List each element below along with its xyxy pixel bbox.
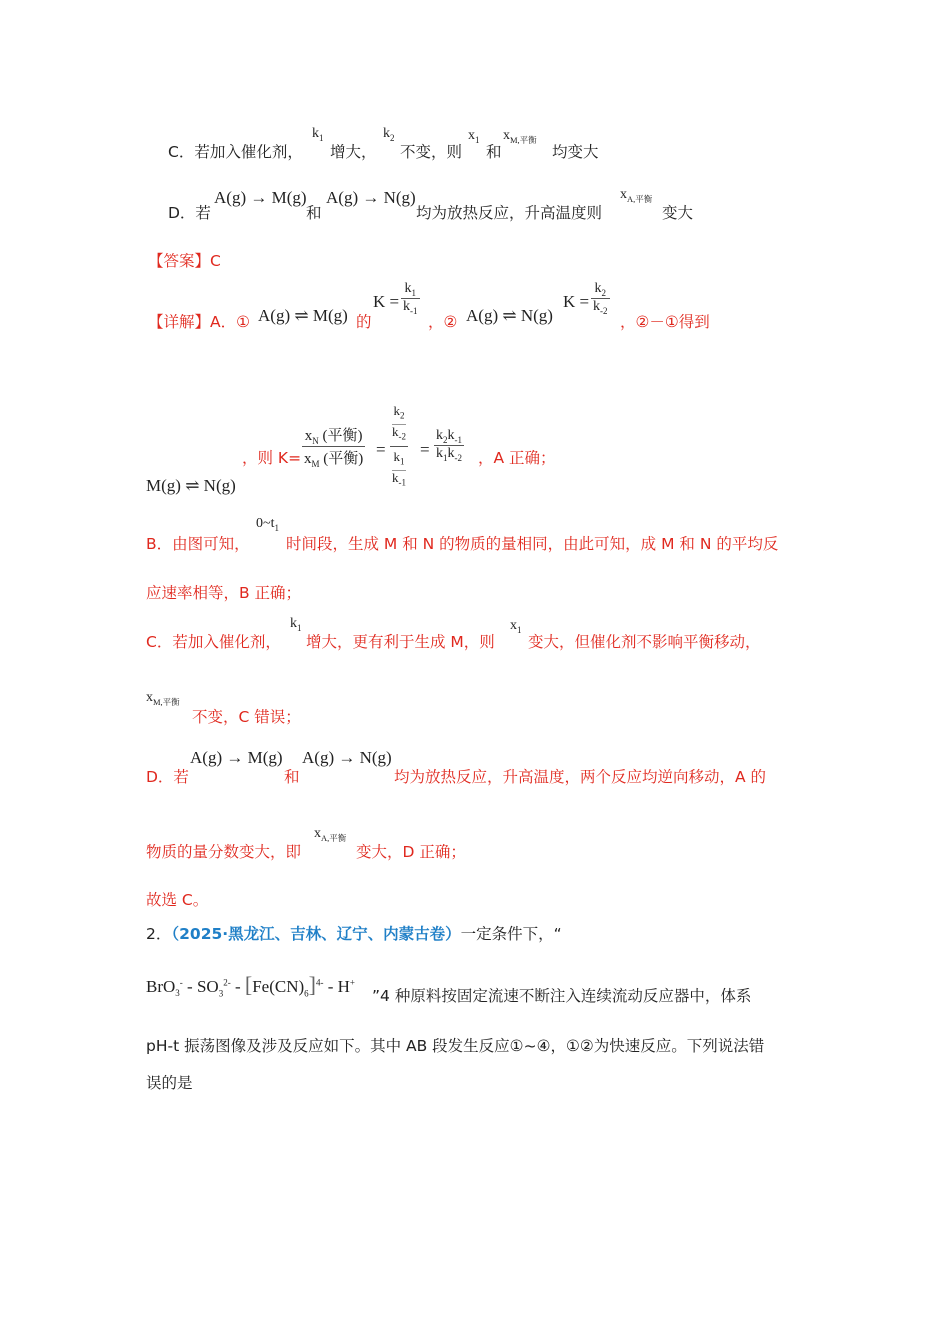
option-c-label: C．若加入催化剂， xyxy=(168,143,303,161)
option-d-text3: 变大 xyxy=(662,204,694,222)
equals-sign-2: = xyxy=(420,440,430,459)
detail-d-reaction1: A(g) → M(g) xyxy=(190,748,283,767)
detail-a-reaction-mn: M(g) ⇌ N(g) xyxy=(146,476,236,495)
detail-a-text1: 的 xyxy=(356,313,372,331)
detail-b-label: B．由图可知， xyxy=(146,535,250,553)
detail-d-text4: 变大，D 正确； xyxy=(356,843,466,861)
detail-b-time: $0\sim t_1$ xyxy=(256,516,279,533)
option-c-text2: 不变，则 xyxy=(400,143,463,161)
detail-a-k-fraction-x: $\frac{x_N (平衡)}{x_M (平衡)}$ xyxy=(302,424,365,469)
detail-c-k1: $k_1$ xyxy=(290,616,302,633)
detail-a-compound-fraction: $k_2$ $k_{-2}$ $k_1$ $k_{-1}$ xyxy=(392,403,406,488)
detail-a-text3: ，②－①得到 xyxy=(620,313,710,331)
q2-source: （2025·黑龙江、吉林、辽宁、内蒙古卷） xyxy=(171,925,461,943)
detail-c-x1: $x_1$ xyxy=(510,618,522,635)
option-c-text4: 均变大 xyxy=(552,143,599,161)
option-d-xa: $x_{A,平衡}$ xyxy=(620,187,653,204)
detail-c-label: C．若加入催化剂， xyxy=(146,633,281,651)
q2-text3: pH-t 振荡图像及涉及反应如下。其中 AB 段发生反应①~④，①②为快速反应。下列说法错 xyxy=(146,1037,765,1055)
q2-number: 2． xyxy=(146,925,172,943)
detail-a-text4: ，则 K= xyxy=(242,449,302,467)
detail-d-label: D．若 xyxy=(146,768,189,786)
detail-a-k1-fraction: $\frac{k_1}{k_{-1}}$ xyxy=(403,281,418,316)
detail-a-k1-label: K = xyxy=(373,292,400,311)
detail-d-text2: 均为放热反应，升高温度，两个反应均逆向移动，A 的 xyxy=(394,768,767,786)
detail-a-result-fraction: $\frac{k_2k_{-1}}{k_1k_{-2}}$ xyxy=(436,428,462,463)
option-d-text1: 和 xyxy=(306,204,322,222)
detail-a-k2-label: K = xyxy=(563,292,590,311)
option-c xyxy=(168,140,303,162)
option-c-x1: $x_1$ xyxy=(468,128,480,145)
detail-d-text1: 和 xyxy=(284,768,300,786)
q2-formula: $BrO_3^- - SO_3^{2-} - [Fe(CN)_6]^{4-} - H^+$ xyxy=(146,972,355,999)
answer-line: 【答案】C xyxy=(148,252,221,270)
option-d-reaction1: A(g) → M(g) xyxy=(214,188,307,207)
detail-a-k2-fraction: $\frac{k_2}{k_{-2}}$ xyxy=(593,281,608,316)
q2-text4: 误的是 xyxy=(146,1074,193,1092)
equals-sign-1: = xyxy=(376,440,386,459)
detail-b-text2: 应速率相等，B 正确； xyxy=(146,584,302,602)
conclusion: 故选 C。 xyxy=(146,891,209,909)
q2-header xyxy=(146,922,562,944)
detail-c-text3: 不变，C 错误； xyxy=(192,708,301,726)
detail-a-text5: ，A 正确； xyxy=(478,449,556,467)
option-c-text3: 和 xyxy=(486,143,502,161)
detail-c-xm: $x_{M,平衡}$ xyxy=(146,690,180,707)
detail-c-text2: 变大，但催化剂不影响平衡移动， xyxy=(528,633,761,651)
option-c-text1: 增大， xyxy=(330,143,377,161)
option-d-label: D．若 xyxy=(168,204,211,222)
detail-d-reaction2: A(g) → N(g) xyxy=(302,748,392,767)
detail-a-reaction1: A(g) ⇌ M(g) xyxy=(258,306,348,325)
detail-d-text3: 物质的量分数变大，即 xyxy=(146,843,302,861)
q2-text2: ”4 种原料按固定流速不断注入连续流动反应器中，体系 xyxy=(372,987,752,1005)
detail-c-text1: 增大，更有利于生成 M，则 xyxy=(306,633,495,651)
detail-a-text2: ，② xyxy=(428,313,458,331)
detail-a-reaction2: A(g) ⇌ N(g) xyxy=(466,306,553,325)
option-c-k1: $k_1$ xyxy=(312,126,324,143)
detail-b-text1: 时间段，生成 M 和 N 的物质的量相同，由此可知，成 M 和 N 的平均反 xyxy=(286,535,779,553)
detail-a-label: 【详解】A．① xyxy=(148,313,250,331)
detail-d-xa: $x_{A,平衡}$ xyxy=(314,826,347,843)
option-d-text2: 均为放热反应，升高温度则 xyxy=(416,204,603,222)
option-c-k2: $k_2$ xyxy=(383,126,395,143)
option-d-reaction2: A(g) → N(g) xyxy=(326,188,416,207)
q2-text1: 一定条件下，“ xyxy=(460,925,562,943)
option-c-xm: $x_{M,平衡}$ xyxy=(503,128,537,145)
